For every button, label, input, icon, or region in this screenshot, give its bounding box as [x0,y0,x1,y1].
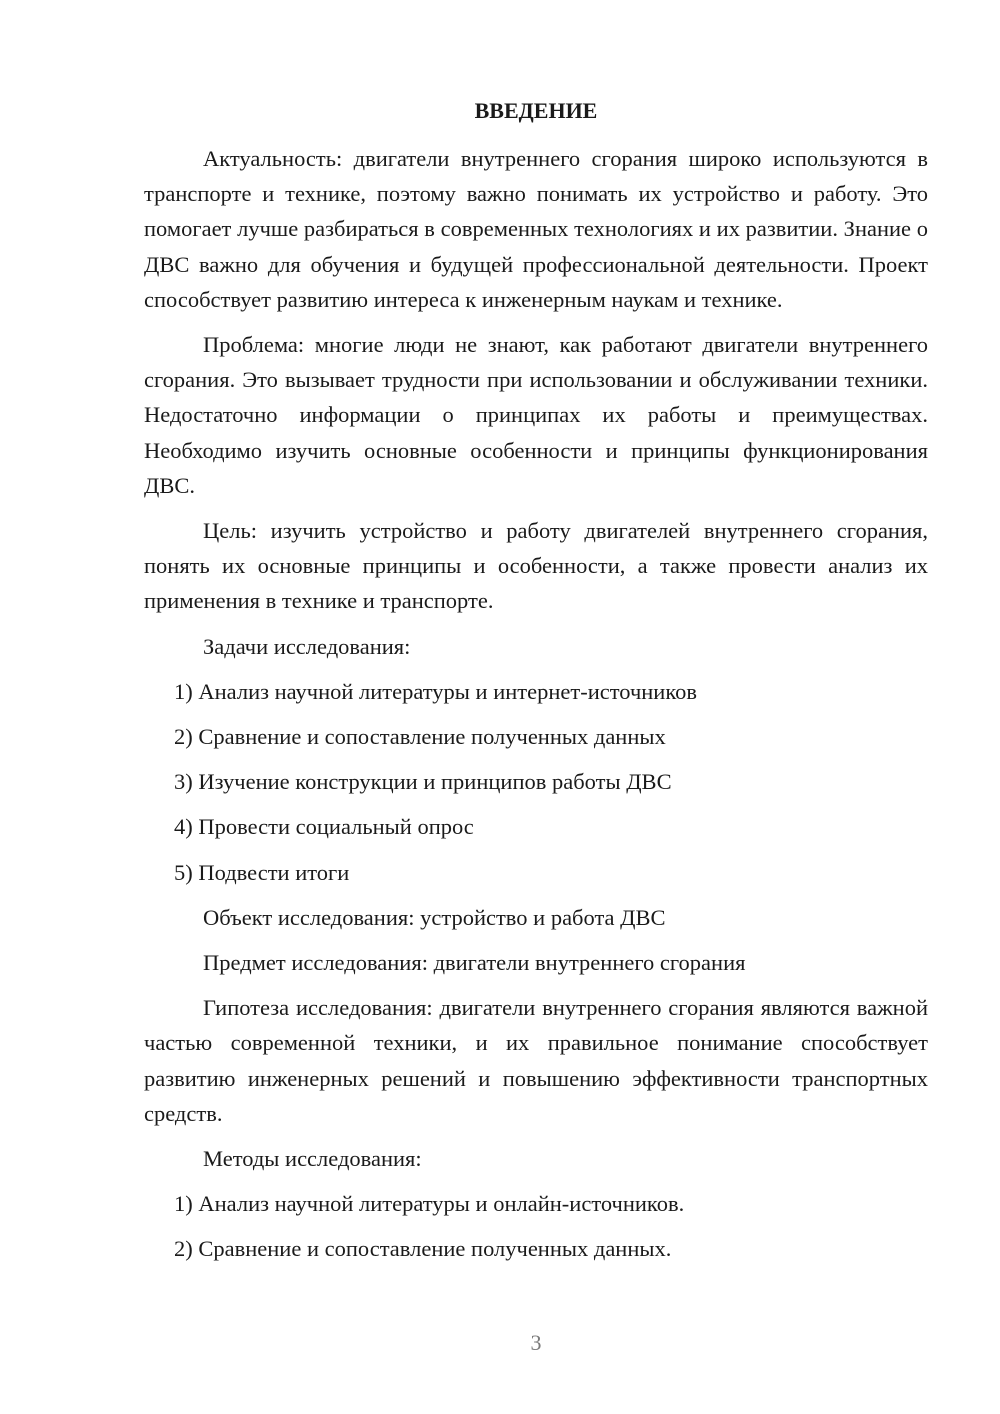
object-line: Объект исследования: устройство и работа ДВС [203,904,666,930]
methods-title: Методы исследования: [203,1146,422,1172]
task-item-2: 2) Сравнение и сопоставление полученных данных [174,724,666,750]
problem-paragraph: Проблема: многие люди не знают, как работают двигатели внутреннего сгорания. Это вызывает трудности при использовании и обслуживании техники. Недостаточно информации о принципах их работы и преимуществах. Необходимо изучить основные особенности и принципы функционирования ДВС. [144,332,928,498]
subject-line: Предмет исследования: двигатели внутреннего сгорания [203,950,746,976]
section-heading: ВВЕДЕНИЕ [474,98,598,123]
relevance-paragraph: Актуальность: двигатели внутреннего сгорания широко используются в транспорте и технике, поэтому важно понимать их устройство и работу. Это помогает лучше разбираться в современных технологиях и их развитии. Знание о ДВС важно для обучения и будущей профессиональной деятельности. Проект способствует развитию интереса к инженерным наукам и технике. [144,146,928,312]
page-number: 3 [530,1330,542,1355]
task-item-5: 5) Подвести итоги [174,859,350,885]
tasks-title: Задачи исследования: [203,633,411,659]
page-content [144,94,928,1267]
hypothesis-paragraph: Гипотеза исследования: двигатели внутреннего сгорания являются важной частью современной техники, и их правильное понимание способствует развитию инженерных решений и повышению эффективности транспортных средств. [144,995,928,1126]
goal-paragraph: Цель: изучить устройство и работу двигателей внутреннего сгорания, понять их основные принципы и особенности, а также провести анализ их применения в технике и транспорте. [144,518,928,614]
method-item-2: 2) Сравнение и сопоставление полученных данных. [174,1236,672,1262]
task-item-1: 1) Анализ научной литературы и интернет-источников [174,678,698,704]
task-item-4: 4) Провести социальный опрос [174,814,474,840]
task-item-3: 3) Изучение конструкции и принципов работы ДВС [174,769,672,795]
method-item-1: 1) Анализ научной литературы и онлайн-источников. [174,1191,685,1217]
